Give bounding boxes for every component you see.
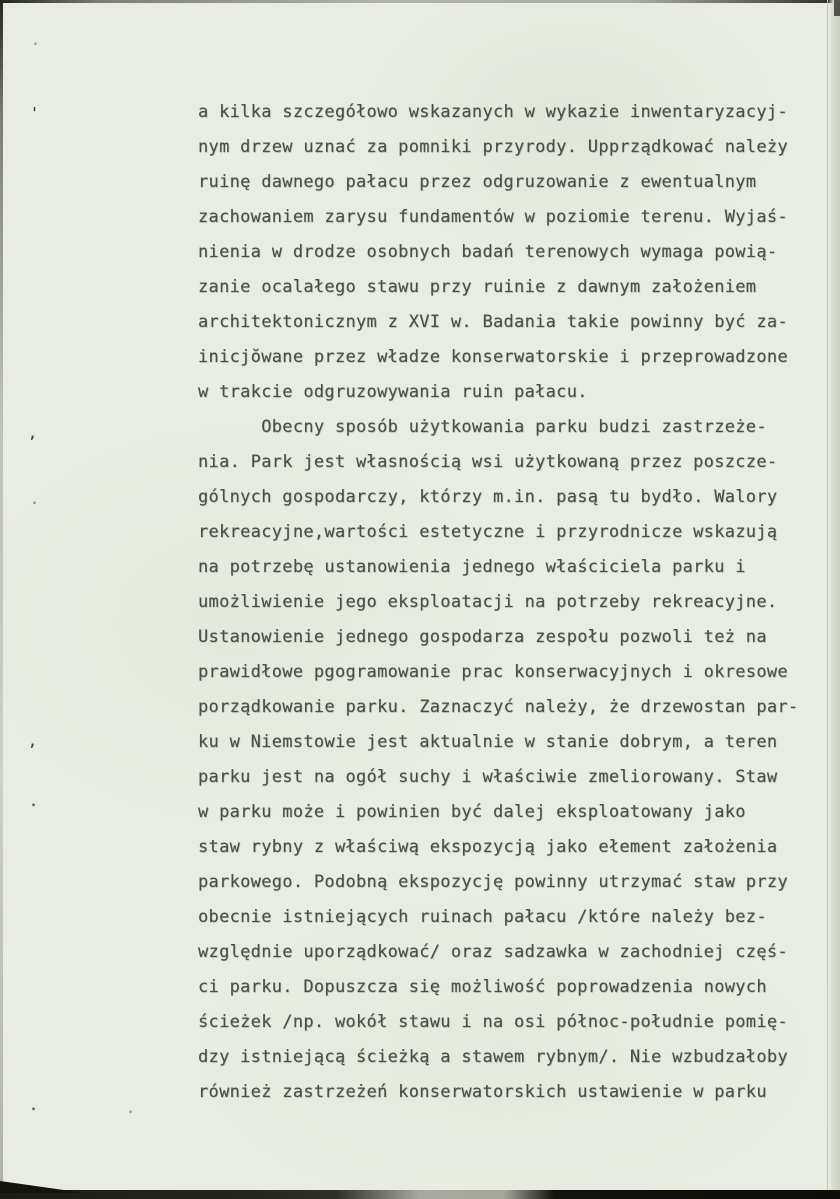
text-line: a kilka szczegółowo wskazanych w wykazie inwentaryzacyj-	[198, 102, 788, 122]
text-line: Obecny sposób użytkowania parku budzi zastrzeże-	[198, 417, 767, 437]
text-line: nym drzew uznać za pomniki przyrody. Upprządkować należy	[198, 137, 788, 157]
text-line: w parku może i powinien być dalej eksploatowany jako	[198, 802, 746, 822]
scan-speck: ,	[28, 732, 38, 750]
scan-corner-mark	[834, 0, 840, 16]
paper-right-edge	[827, 0, 840, 1199]
scan-speck: ·	[31, 35, 41, 53]
text-line: ku w Niemstowie jest aktualnie w stanie dobrym, a teren	[198, 732, 778, 752]
text-line: ci parku. Dopuszcza się możliwość poprowadzenia nowych	[198, 977, 767, 997]
text-line: nienia w drodze osobnych badań terenowych wymaga powią-	[198, 242, 778, 262]
text-line: w trakcie odgruzowywania ruin pałacu.	[198, 382, 588, 402]
text-line: prawidłowe pgogramowanie prac konserwacyjnych i okresowe	[198, 662, 788, 682]
text-line: nia. Park jest własnością wsi użytkowaną przez poszcze-	[198, 452, 778, 472]
text-line: względnie uporządkować/ oraz sadzawka w zachodniej częś-	[198, 942, 788, 962]
text-line: obecnie istniejących ruinach pałacu /które należy bez-	[198, 907, 767, 927]
scan-edge-bottom	[0, 1190, 840, 1199]
scan-speck: .	[29, 792, 39, 810]
text-line: inicjŏwane przez władze konserwatorskie i przeprowadzone	[198, 347, 788, 367]
typewritten-text	[198, 95, 823, 1110]
text-line: zanie ocalałego stawu przy ruinie z dawnym założeniem	[198, 277, 757, 297]
scan-speck: ,	[28, 424, 38, 442]
text-line: Ustanowienie jednego gospodarza zespołu pozwoli też na	[198, 627, 767, 647]
text-line: staw rybny z właściwą ekspozycją jako ełement założenia	[198, 837, 778, 857]
text-line: gólnych gospodarczy, którzy m.in. pasą tu bydło. Walory	[198, 487, 778, 507]
text-line: również zastrzeżeń konserwatorskich ustawienie w parku	[198, 1082, 767, 1102]
scan-speck: '	[30, 104, 40, 122]
scan-edge-top	[0, 0, 840, 3]
text-line: parku jest na ogół suchy i właściwie zmeliorowany. Staw	[198, 767, 778, 787]
scan-speck: ·	[30, 494, 40, 512]
text-line: zachowaniem zarysu fundamentów w poziomie terenu. Wyjaś-	[198, 207, 788, 227]
text-line: ruinę dawnego pałacu przez odgruzowanie z ewentualnym	[198, 172, 757, 192]
scan-edge-bottom-wedge	[0, 1181, 85, 1193]
text-line: umożliwienie jego eksploatacji na potrzeby rekreacyjne.	[198, 592, 778, 612]
text-line: parkowego. Podobną ekspozycję powinny utrzymać staw przy	[198, 872, 788, 892]
text-line: architektonicznym z XVI w. Badania takie powinny być za-	[198, 312, 788, 332]
scan-edge-left	[0, 0, 3, 1199]
text-line: na potrzebę ustanowienia jednego właściciela parku i	[198, 557, 746, 577]
text-line: rekreacyjne,wartości estetyczne i przyrodnicze wskazują	[198, 522, 778, 542]
scan-speck: .	[29, 1096, 39, 1114]
text-line: ścieżek /np. wokół stawu i na osi północ-południe pomię-	[198, 1012, 788, 1032]
text-line: porządkowanie parku. Zaznaczyć należy, że drzewostan par-	[198, 697, 799, 717]
text-line: dzy istniejącą ścieżką a stawem rybnym/. Nie wzbudzałoby	[198, 1047, 788, 1067]
scan-speck: .	[126, 1099, 136, 1117]
